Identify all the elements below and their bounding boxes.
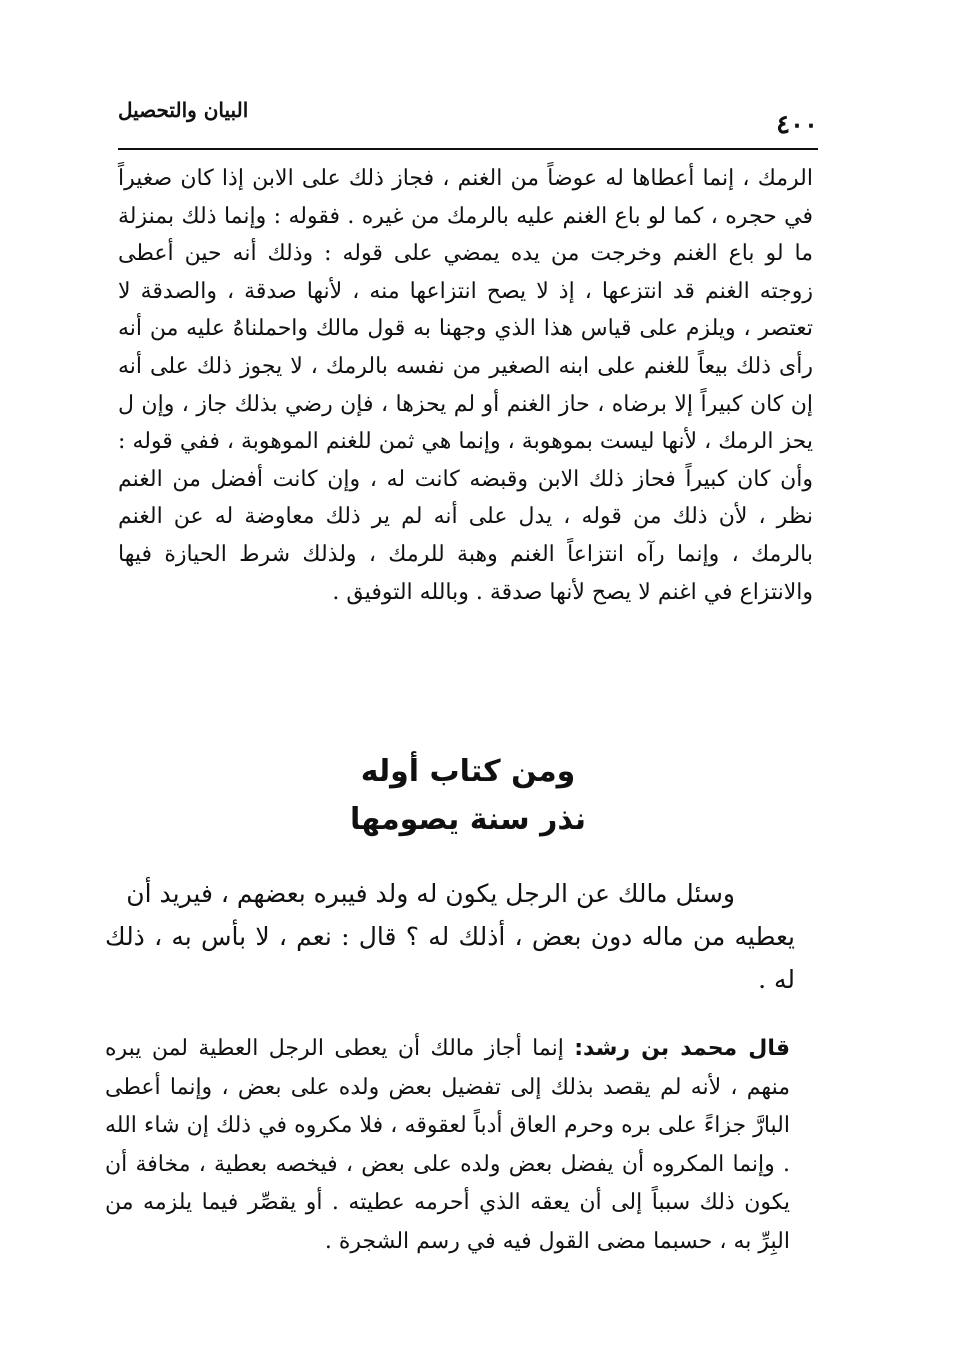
paragraph-text: الرمك ، إنما أعطاها له عوضاً من الغنم ، فجاز ذلك على الابن إذا كان صغيراً في حجره ، كما لو باع الغنم عليه بالرمك من غيره . فقوله : وإنما ذلك بمنزلة ما لو باع الغنم وخرجت من يده يمضي على قوله : وذلك أنه حين أعطى زوجته الغنم قد انتزعها ، إذ لا يصح انتزاعها منه ، لأنها صدقة ، والصدقة لا تعتصر ، ويلزم على قياس هذا الذي وجهنا به قول مالك واحملناهُ عليه من أنه رأى ذلك بيعاً للغنم على ابنه الصغير من نفسه بالرمك ، لا يجوز ذلك على أنه إن كان كبيراً إلا برضاه ، حاز الغنم أو لم يحزها ، فإن رضي بذلك جاز ، وإن ل يحز الرمك ، لأنها ليست بموهوبة ، وإنما هي ثمن للغنم الموهوبة ، ففي قوله : وأن كان كبيراً فحاز ذلك الابن وقبضه كانت له ، وإن كانت أفضل من الغنم نظر ، لأن ذلك من قوله ، يدل على أنه لم ير ذلك معاوضة له عن الغنم بالرمك ، وإنما رآه انتزاعاً الغنم وهبة للرمك ، ولذلك شرط الحيازة فيها والانتزاع في اغنم لا يصح لأنها صدقة . وبالله التوفيق . <box>118 166 813 605</box>
page-header <box>118 92 818 150</box>
section-heading-line-2: نذر سنة يصومها <box>350 802 586 837</box>
question-first-line: وسئل مالك عن الرجل يكون له ولد فيبره بعضهم ، فيريد أن <box>126 879 735 908</box>
commentary-paragraph <box>105 1030 790 1261</box>
section-heading <box>118 748 818 844</box>
question-rest: يعطيه من ماله دون بعض ، أذلك له ؟ قال : نعم ، لا بأس به ، ذلك له . <box>105 922 795 994</box>
continuation-paragraph <box>118 160 813 611</box>
question-paragraph <box>105 872 795 1001</box>
section-heading-line-1: ومن كتاب أوله <box>360 754 576 789</box>
commentary-text: إنما أجاز مالك أن يعطى الرجل العطية لمن يبره منهم ، لأنه لم يقصد بذلك إلى تفضيل بعض ولده على بعض ، وإنما أعطى البارَّ جزاءً على بره وحرم العاق أدباً لعقوقه ، فلا مكروه في ذلك إن شاء الله . وإنما المكروه أن يفضل بعض ولده على بعض ، فيخصه بعطية ، مخافة أن يكون ذلك سبباً إلى أن يعقه الذي أحرمه عطيته . أو يقصِّر فيما يلزمه من البِرِّ به ، حسبما مضى القول فيه في رسم الشجرة . <box>105 1036 791 1254</box>
running-title: البيان والتحصيل <box>118 98 249 122</box>
page-number: ٤٠٠ <box>776 110 818 140</box>
commentary-speaker: قال محمد بن رشد: <box>574 1036 790 1061</box>
